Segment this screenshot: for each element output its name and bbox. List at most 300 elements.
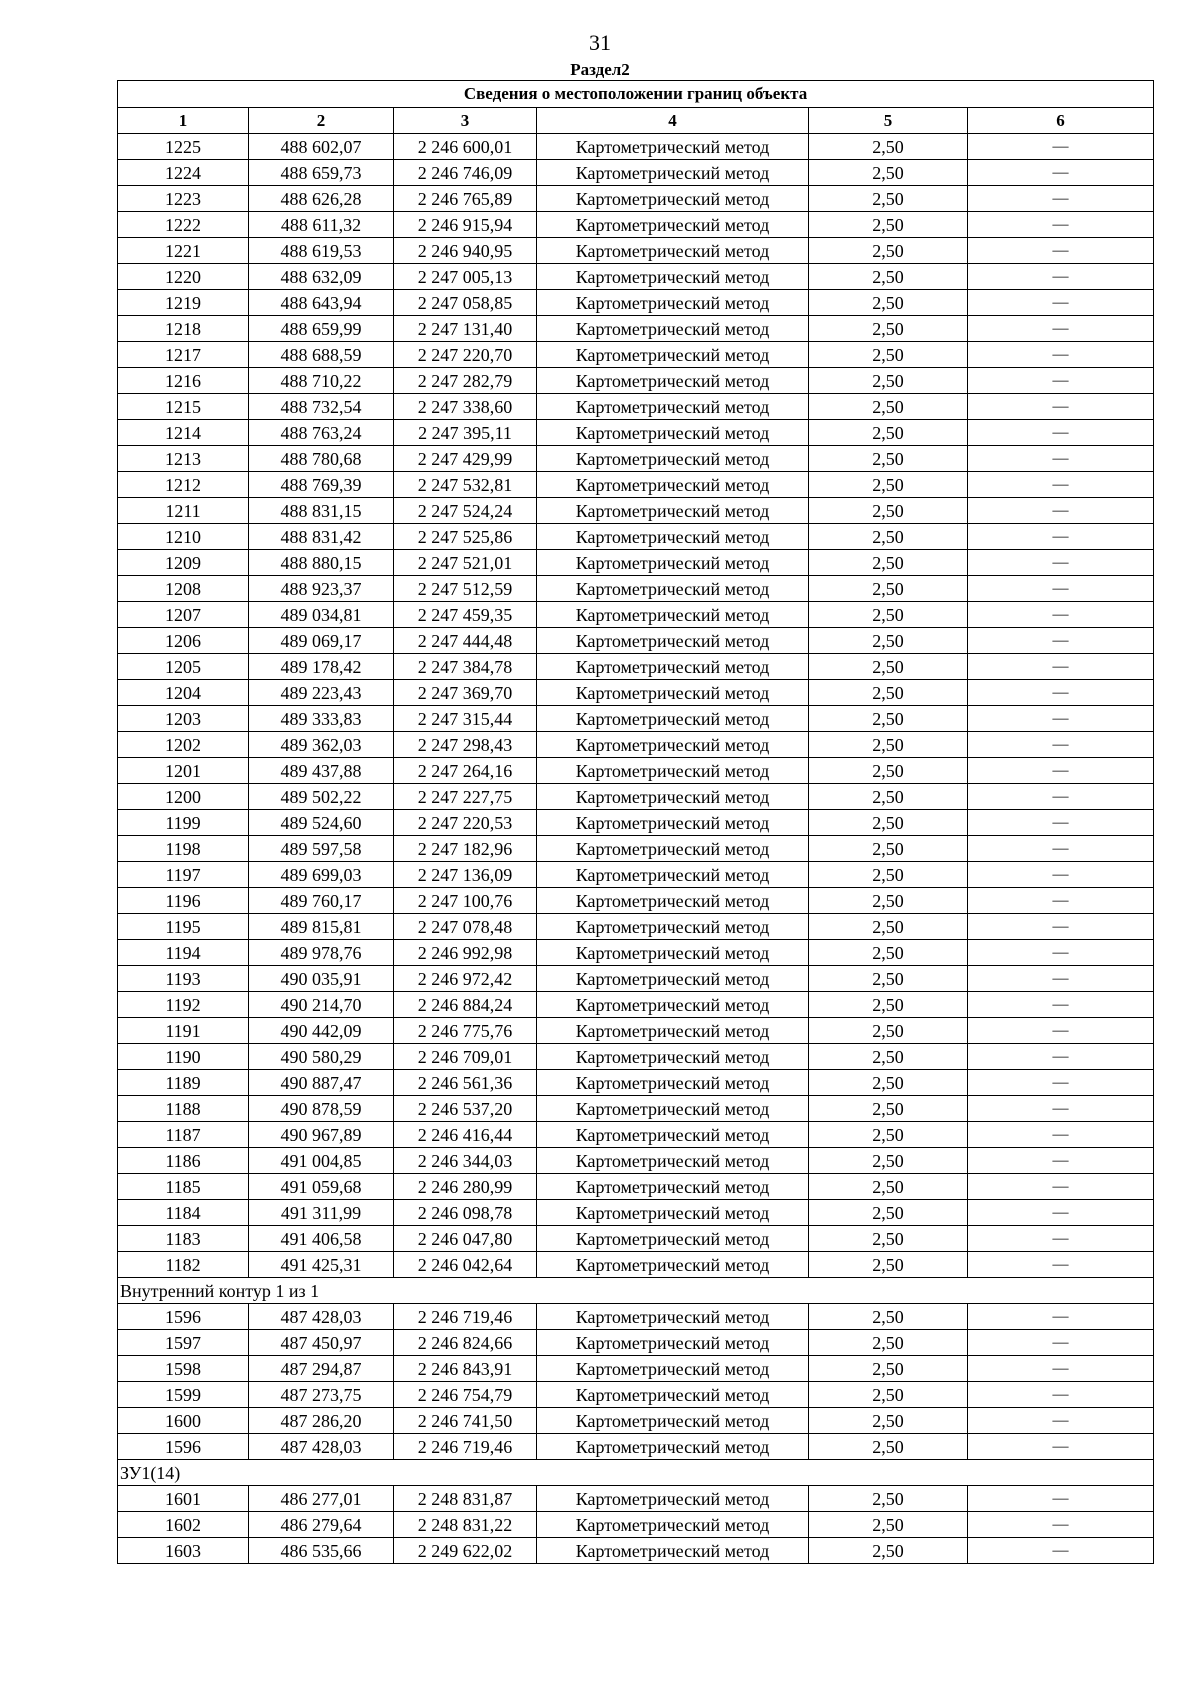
cell-coordinate-y: 2 246 561,36 [394,1070,537,1096]
cell-point-number: 1200 [118,784,249,810]
cell-method: Картометрический метод [537,1018,809,1044]
cell-point-number: 1205 [118,654,249,680]
cell-coordinate-x: 489 978,76 [249,940,394,966]
cell-description: — [968,1330,1154,1356]
cell-coordinate-y: 2 246 972,42 [394,966,537,992]
table-row [118,1512,1154,1538]
cell-accuracy: 2,50 [809,576,968,602]
cell-accuracy: 2,50 [809,1434,968,1460]
cell-coordinate-x: 489 333,83 [249,706,394,732]
cell-accuracy: 2,50 [809,914,968,940]
cell-coordinate-x: 488 763,24 [249,420,394,446]
cell-point-number: 1603 [118,1538,249,1564]
table-caption: Сведения о местоположении границ объекта [118,81,1154,108]
cell-point-number: 1183 [118,1226,249,1252]
cell-coordinate-x: 489 437,88 [249,758,394,784]
cell-accuracy: 2,50 [809,992,968,1018]
table-row [118,914,1154,940]
cell-coordinate-y: 2 247 524,24 [394,498,537,524]
cell-point-number: 1195 [118,914,249,940]
cell-coordinate-x: 489 699,03 [249,862,394,888]
cell-accuracy: 2,50 [809,394,968,420]
group-label: ЗУ1(14) [118,1460,1154,1486]
cell-method: Картометрический метод [537,550,809,576]
table-row [118,1148,1154,1174]
cell-coordinate-y: 2 247 058,85 [394,290,537,316]
cell-coordinate-y: 2 246 042,64 [394,1252,537,1278]
cell-accuracy: 2,50 [809,1408,968,1434]
table-row [118,862,1154,888]
table-row [118,290,1154,316]
cell-method: Картометрический метод [537,316,809,342]
cell-point-number: 1202 [118,732,249,758]
table-row [118,1356,1154,1382]
cell-coordinate-y: 2 246 047,80 [394,1226,537,1252]
cell-accuracy: 2,50 [809,1486,968,1512]
cell-coordinate-y: 2 246 765,89 [394,186,537,212]
cell-description: — [968,1252,1154,1278]
cell-point-number: 1207 [118,602,249,628]
cell-coordinate-x: 489 597,58 [249,836,394,862]
cell-coordinate-y: 2 247 444,48 [394,628,537,654]
cell-coordinate-x: 488 626,28 [249,186,394,212]
table-row [118,238,1154,264]
cell-coordinate-y: 2 246 416,44 [394,1122,537,1148]
cell-description: — [968,498,1154,524]
cell-description: — [968,1538,1154,1564]
cell-description: — [968,1122,1154,1148]
cell-coordinate-y: 2 247 264,16 [394,758,537,784]
cell-coordinate-y: 2 247 136,09 [394,862,537,888]
table-row [118,1408,1154,1434]
section-title: Раздел2 [570,60,630,79]
cell-method: Картометрический метод [537,654,809,680]
cell-method: Картометрический метод [537,1538,809,1564]
table-row [118,1434,1154,1460]
cell-description: — [968,134,1154,160]
table-row [118,680,1154,706]
table-row [118,706,1154,732]
table-row [118,758,1154,784]
cell-coordinate-y: 2 247 384,78 [394,654,537,680]
cell-method: Картометрический метод [537,1070,809,1096]
table-row [118,1018,1154,1044]
cell-description: — [968,1200,1154,1226]
cell-method: Картометрический метод [537,212,809,238]
cell-description: — [968,810,1154,836]
cell-accuracy: 2,50 [809,1174,968,1200]
cell-accuracy: 2,50 [809,264,968,290]
cell-accuracy: 2,50 [809,498,968,524]
cell-method: Картометрический метод [537,498,809,524]
cell-accuracy: 2,50 [809,1044,968,1070]
cell-accuracy: 2,50 [809,602,968,628]
cell-method: Картометрический метод [537,602,809,628]
cell-coordinate-y: 2 247 512,59 [394,576,537,602]
cell-accuracy: 2,50 [809,628,968,654]
cell-point-number: 1215 [118,394,249,420]
cell-accuracy: 2,50 [809,680,968,706]
cell-method: Картометрический метод [537,524,809,550]
cell-point-number: 1600 [118,1408,249,1434]
cell-point-number: 1223 [118,186,249,212]
cell-description: — [968,914,1154,940]
cell-description: — [968,1070,1154,1096]
cell-coordinate-x: 489 502,22 [249,784,394,810]
cell-accuracy: 2,50 [809,836,968,862]
cell-coordinate-x: 490 887,47 [249,1070,394,1096]
cell-method: Картометрический метод [537,836,809,862]
cell-accuracy: 2,50 [809,1382,968,1408]
cell-coordinate-x: 488 659,73 [249,160,394,186]
cell-coordinate-x: 489 362,03 [249,732,394,758]
cell-point-number: 1217 [118,342,249,368]
table-row [118,992,1154,1018]
table-row [118,368,1154,394]
cell-accuracy: 2,50 [809,1122,968,1148]
cell-description: — [968,680,1154,706]
cell-description: — [968,1356,1154,1382]
table-row [118,160,1154,186]
table-row [118,498,1154,524]
cell-accuracy: 2,50 [809,212,968,238]
cell-description: — [968,1408,1154,1434]
cell-description: — [968,784,1154,810]
group-row [118,1460,1154,1486]
cell-coordinate-x: 488 923,37 [249,576,394,602]
cell-coordinate-y: 2 247 525,86 [394,524,537,550]
cell-accuracy: 2,50 [809,1330,968,1356]
cell-coordinate-x: 490 878,59 [249,1096,394,1122]
table-row [118,316,1154,342]
cell-point-number: 1185 [118,1174,249,1200]
cell-method: Картометрический метод [537,342,809,368]
cell-description: — [968,888,1154,914]
table-row [118,524,1154,550]
cell-coordinate-x: 486 535,66 [249,1538,394,1564]
cell-method: Картометрический метод [537,394,809,420]
cell-point-number: 1599 [118,1382,249,1408]
cell-coordinate-y: 2 247 100,76 [394,888,537,914]
cell-description: — [968,1174,1154,1200]
cell-coordinate-y: 2 246 280,99 [394,1174,537,1200]
cell-point-number: 1184 [118,1200,249,1226]
cell-coordinate-y: 2 247 338,60 [394,394,537,420]
cell-point-number: 1210 [118,524,249,550]
cell-point-number: 1190 [118,1044,249,1070]
cell-coordinate-y: 2 246 754,79 [394,1382,537,1408]
cell-description: — [968,654,1154,680]
cell-point-number: 1596 [118,1304,249,1330]
table-row [118,784,1154,810]
cell-coordinate-y: 2 246 098,78 [394,1200,537,1226]
cell-point-number: 1601 [118,1486,249,1512]
column-header-3: 3 [394,108,537,134]
cell-coordinate-y: 2 246 741,50 [394,1408,537,1434]
cell-method: Картометрический метод [537,862,809,888]
cell-description: — [968,550,1154,576]
cell-method: Картометрический метод [537,628,809,654]
cell-method: Картометрический метод [537,810,809,836]
cell-point-number: 1196 [118,888,249,914]
table-row [118,810,1154,836]
cell-coordinate-x: 488 659,99 [249,316,394,342]
cell-method: Картометрический метод [537,290,809,316]
table-row [118,1382,1154,1408]
cell-coordinate-x: 486 279,64 [249,1512,394,1538]
cell-description: — [968,758,1154,784]
cell-point-number: 1222 [118,212,249,238]
cell-method: Картометрический метод [537,706,809,732]
table-row [118,1304,1154,1330]
cell-coordinate-y: 2 247 078,48 [394,914,537,940]
table-row [118,1200,1154,1226]
cell-description: — [968,446,1154,472]
cell-description: — [968,706,1154,732]
cell-method: Картометрический метод [537,1434,809,1460]
cell-coordinate-y: 2 248 831,22 [394,1512,537,1538]
cell-accuracy: 2,50 [809,1148,968,1174]
cell-accuracy: 2,50 [809,1356,968,1382]
cell-coordinate-x: 489 069,17 [249,628,394,654]
cell-description: — [968,732,1154,758]
cell-description: — [968,212,1154,238]
cell-coordinate-x: 489 223,43 [249,680,394,706]
cell-point-number: 1211 [118,498,249,524]
cell-accuracy: 2,50 [809,1512,968,1538]
table-row [118,1252,1154,1278]
cell-point-number: 1213 [118,446,249,472]
cell-point-number: 1214 [118,420,249,446]
cell-coordinate-x: 487 428,03 [249,1434,394,1460]
cell-method: Картометрический метод [537,992,809,1018]
table-row [118,888,1154,914]
cell-method: Картометрический метод [537,1330,809,1356]
cell-coordinate-y: 2 246 746,09 [394,160,537,186]
cell-coordinate-x: 488 611,32 [249,212,394,238]
cell-coordinate-x: 491 311,99 [249,1200,394,1226]
cell-description: — [968,316,1154,342]
cell-point-number: 1209 [118,550,249,576]
cell-coordinate-y: 2 247 131,40 [394,316,537,342]
table-row [118,1226,1154,1252]
table-row [118,186,1154,212]
cell-accuracy: 2,50 [809,134,968,160]
cell-coordinate-y: 2 247 282,79 [394,368,537,394]
cell-coordinate-x: 489 815,81 [249,914,394,940]
cell-coordinate-y: 2 247 005,13 [394,264,537,290]
cell-description: — [968,940,1154,966]
cell-coordinate-y: 2 247 429,99 [394,446,537,472]
cell-point-number: 1225 [118,134,249,160]
cell-point-number: 1602 [118,1512,249,1538]
cell-description: — [968,1304,1154,1330]
cell-method: Картометрический метод [537,1512,809,1538]
cell-description: — [968,1018,1154,1044]
cell-point-number: 1189 [118,1070,249,1096]
table-row [118,576,1154,602]
table-row [118,1070,1154,1096]
coordinates-table [117,80,1154,1564]
cell-method: Картометрический метод [537,1304,809,1330]
table-row [118,446,1154,472]
cell-method: Картометрический метод [537,1252,809,1278]
cell-coordinate-y: 2 246 537,20 [394,1096,537,1122]
cell-description: — [968,862,1154,888]
cell-coordinate-y: 2 246 843,91 [394,1356,537,1382]
cell-description: — [968,1096,1154,1122]
cell-accuracy: 2,50 [809,1070,968,1096]
cell-description: — [968,472,1154,498]
cell-coordinate-x: 490 580,29 [249,1044,394,1070]
cell-method: Картометрический метод [537,472,809,498]
cell-accuracy: 2,50 [809,810,968,836]
cell-point-number: 1218 [118,316,249,342]
cell-coordinate-y: 2 246 344,03 [394,1148,537,1174]
table-row [118,472,1154,498]
cell-description: — [968,342,1154,368]
cell-point-number: 1206 [118,628,249,654]
cell-method: Картометрический метод [537,1486,809,1512]
cell-point-number: 1598 [118,1356,249,1382]
cell-method: Картометрический метод [537,940,809,966]
cell-point-number: 1220 [118,264,249,290]
cell-coordinate-x: 488 831,15 [249,498,394,524]
table-row [118,1330,1154,1356]
table-row [118,264,1154,290]
cell-description: — [968,1226,1154,1252]
cell-accuracy: 2,50 [809,862,968,888]
cell-method: Картометрический метод [537,576,809,602]
cell-method: Картометрический метод [537,888,809,914]
cell-description: — [968,160,1154,186]
cell-coordinate-x: 489 178,42 [249,654,394,680]
cell-description: — [968,576,1154,602]
cell-point-number: 1224 [118,160,249,186]
cell-coordinate-x: 488 780,68 [249,446,394,472]
cell-accuracy: 2,50 [809,1226,968,1252]
cell-method: Картометрический метод [537,1096,809,1122]
cell-method: Картометрический метод [537,134,809,160]
cell-method: Картометрический метод [537,160,809,186]
cell-description: — [968,368,1154,394]
cell-accuracy: 2,50 [809,290,968,316]
cell-method: Картометрический метод [537,1200,809,1226]
cell-coordinate-y: 2 247 395,11 [394,420,537,446]
cell-method: Картометрический метод [537,1226,809,1252]
cell-description: — [968,290,1154,316]
cell-coordinate-x: 487 294,87 [249,1356,394,1382]
table-row [118,1174,1154,1200]
cell-coordinate-x: 487 428,03 [249,1304,394,1330]
cell-method: Картометрический метод [537,1408,809,1434]
cell-coordinate-x: 488 688,59 [249,342,394,368]
cell-coordinate-y: 2 247 315,44 [394,706,537,732]
cell-accuracy: 2,50 [809,732,968,758]
cell-method: Картометрический метод [537,732,809,758]
cell-description: — [968,394,1154,420]
cell-description: — [968,524,1154,550]
cell-coordinate-x: 488 710,22 [249,368,394,394]
cell-accuracy: 2,50 [809,316,968,342]
cell-coordinate-x: 488 619,53 [249,238,394,264]
table-row [118,654,1154,680]
cell-point-number: 1187 [118,1122,249,1148]
cell-coordinate-y: 2 247 298,43 [394,732,537,758]
cell-method: Картометрический метод [537,680,809,706]
cell-accuracy: 2,50 [809,1200,968,1226]
cell-coordinate-x: 488 769,39 [249,472,394,498]
group-row [118,1278,1154,1304]
cell-accuracy: 2,50 [809,706,968,732]
page-number: 31 [589,30,611,55]
table-row [118,628,1154,654]
cell-description: — [968,186,1154,212]
table-row [118,134,1154,160]
cell-coordinate-y: 2 247 521,01 [394,550,537,576]
cell-point-number: 1198 [118,836,249,862]
cell-method: Картометрический метод [537,1382,809,1408]
cell-coordinate-x: 490 442,09 [249,1018,394,1044]
cell-coordinate-y: 2 247 220,70 [394,342,537,368]
cell-accuracy: 2,50 [809,524,968,550]
cell-coordinate-x: 488 602,07 [249,134,394,160]
cell-coordinate-x: 489 524,60 [249,810,394,836]
cell-point-number: 1216 [118,368,249,394]
cell-coordinate-x: 488 732,54 [249,394,394,420]
cell-coordinate-x: 487 286,20 [249,1408,394,1434]
cell-method: Картометрический метод [537,368,809,394]
cell-coordinate-x: 491 425,31 [249,1252,394,1278]
table-row [118,966,1154,992]
cell-accuracy: 2,50 [809,472,968,498]
cell-accuracy: 2,50 [809,160,968,186]
cell-point-number: 1199 [118,810,249,836]
cell-description: — [968,264,1154,290]
cell-method: Картометрический метод [537,1122,809,1148]
cell-accuracy: 2,50 [809,966,968,992]
table-row [118,836,1154,862]
cell-accuracy: 2,50 [809,1252,968,1278]
cell-method: Картометрический метод [537,186,809,212]
cell-point-number: 1204 [118,680,249,706]
table-row [118,1096,1154,1122]
cell-accuracy: 2,50 [809,888,968,914]
cell-coordinate-y: 2 247 369,70 [394,680,537,706]
cell-method: Картометрический метод [537,1356,809,1382]
cell-description: — [968,1148,1154,1174]
column-header-5: 5 [809,108,968,134]
cell-accuracy: 2,50 [809,940,968,966]
cell-point-number: 1186 [118,1148,249,1174]
cell-coordinate-x: 491 406,58 [249,1226,394,1252]
cell-accuracy: 2,50 [809,420,968,446]
cell-method: Картометрический метод [537,1148,809,1174]
cell-description: — [968,238,1154,264]
cell-accuracy: 2,50 [809,758,968,784]
cell-method: Картометрический метод [537,758,809,784]
cell-description: — [968,1512,1154,1538]
cell-coordinate-y: 2 246 719,46 [394,1434,537,1460]
table-row [118,212,1154,238]
cell-point-number: 1192 [118,992,249,1018]
cell-accuracy: 2,50 [809,238,968,264]
cell-description: — [968,1434,1154,1460]
table-row [118,602,1154,628]
cell-coordinate-y: 2 247 220,53 [394,810,537,836]
cell-coordinate-x: 487 450,97 [249,1330,394,1356]
column-header-6: 6 [968,108,1154,134]
